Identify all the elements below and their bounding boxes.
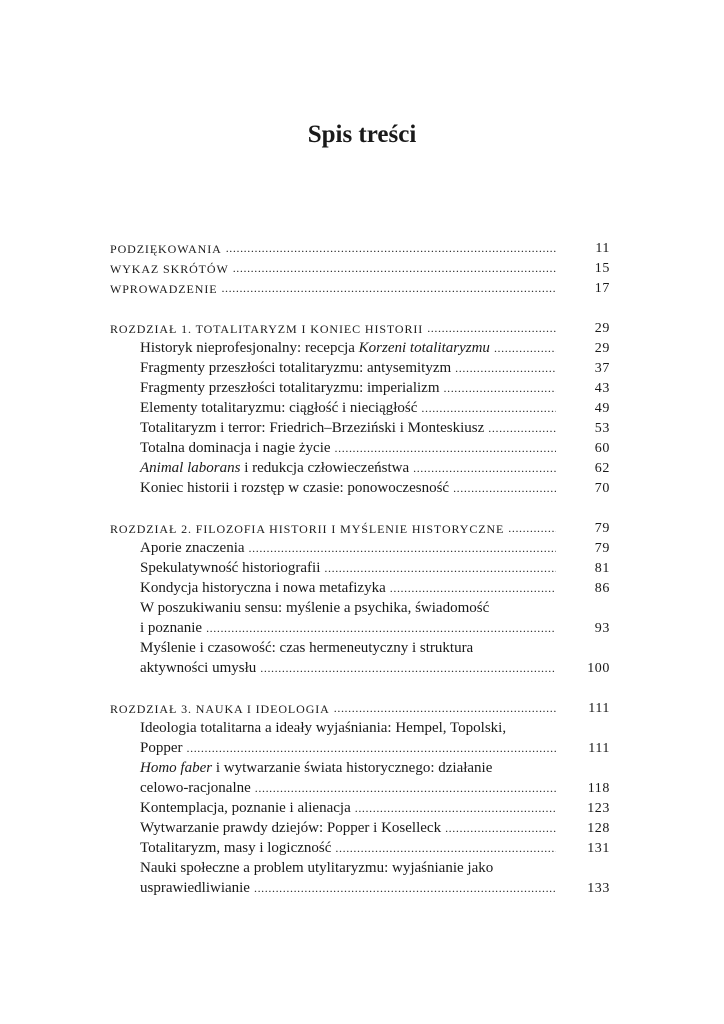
dot-leader [444, 382, 557, 397]
dot-leader [494, 342, 556, 357]
toc-page-number: 62 [594, 461, 610, 476]
toc-entry [110, 837, 610, 857]
toc-page-number: 118 [587, 781, 610, 796]
toc-entry-title: Myślenie i czasowość: czas hermeneutyczny i struktura [140, 640, 474, 656]
toc-entry [110, 417, 610, 437]
toc-entry [110, 797, 610, 817]
toc-entry-title: ROZDZIAŁ 3. NAUKA I IDEOLOGIA [110, 702, 330, 716]
toc-page-number: 123 [587, 801, 610, 816]
toc-entry-title: i poznanie [140, 620, 203, 636]
toc-entry [110, 597, 610, 617]
toc-entry-title: Totalna dominacja i nagie życie [140, 440, 331, 456]
toc-page-number: 131 [587, 841, 610, 856]
toc-entry [110, 717, 610, 737]
toc-page-number: 133 [587, 881, 610, 896]
toc-section-entry [110, 317, 610, 337]
toc-entry [110, 577, 610, 597]
toc-page-number: 15 [594, 261, 610, 276]
toc-entry-title: Homo faber i wytwarzanie świata historycznego: działanie [140, 760, 493, 776]
toc-entry [110, 817, 610, 837]
toc-section-entry [110, 517, 610, 537]
toc-entry [110, 637, 610, 657]
toc-spacer [110, 297, 610, 317]
toc-entry-title: Elementy totalitaryzmu: ciągłość i nieciągłość [140, 400, 418, 416]
dot-leader [233, 262, 556, 277]
dot-leader [445, 822, 556, 837]
toc-page-number: 111 [588, 701, 610, 716]
toc-entry-title: Spekulatywność historiografii [140, 560, 321, 576]
toc-spacer [110, 497, 610, 517]
toc-entry-italic: Animal laborans [140, 460, 241, 476]
toc-entry [110, 657, 610, 677]
toc-page-number: 53 [594, 421, 610, 436]
toc-entry-title: Nauki społeczne a problem utylitaryzmu: wyjaśnianie jako [140, 860, 494, 876]
toc-entry-title: aktywności umysłu [140, 660, 257, 676]
toc-entry-title: PODZIĘKOWANIA [110, 242, 222, 256]
toc-page-number: 49 [594, 401, 610, 416]
toc-entry-title: ROZDZIAŁ 1. TOTALITARYZM I KONIEC HISTORII [110, 322, 424, 336]
toc-entry [110, 557, 610, 577]
toc-page-number: 70 [594, 481, 610, 496]
toc-page-number: 37 [594, 361, 610, 376]
toc-page-number: 11 [595, 241, 610, 256]
toc-section-entry [110, 277, 610, 297]
toc-entry [110, 437, 610, 457]
toc-page-number: 60 [594, 441, 610, 456]
toc-page-number: 111 [588, 741, 610, 756]
dot-leader [508, 522, 556, 537]
dot-leader [249, 542, 556, 557]
dot-leader [453, 482, 556, 497]
toc-section-entry [110, 697, 610, 717]
toc-entry-title: Fragmenty przeszłości totalitaryzmu: antysemityzm [140, 360, 452, 376]
toc-entry-title: Kondycja historyczna i nowa metafizyka [140, 580, 386, 596]
toc-page-number: 93 [594, 621, 610, 636]
toc-entry-title: Aporie znaczenia [140, 540, 245, 556]
toc-entry-title: Popper [140, 740, 183, 756]
toc-page-number: 43 [594, 381, 610, 396]
toc-page-number: 100 [587, 661, 610, 676]
toc-page-number: 86 [594, 581, 610, 596]
dot-leader [455, 362, 556, 377]
toc-entry-title: Ideologia totalitarna a ideały wyjaśniania: Hempel, Topolski, [140, 720, 507, 736]
toc-entry-title: ROZDZIAŁ 2. FILOZOFIA HISTORII I MYŚLENIE HISTORYCZNE [110, 522, 505, 536]
dot-leader [413, 462, 556, 477]
toc-entry [110, 777, 610, 797]
toc-entry [110, 737, 610, 757]
toc-section-entry [110, 257, 610, 277]
toc-entry-title: celowo-racjonalne [140, 780, 251, 796]
toc-entry-title: Koniec historii i rozstęp w czasie: ponowoczesność [140, 480, 450, 496]
toc-entry-italic: Korzeni totalitaryzmu [358, 340, 490, 356]
toc-entry-title: WYKAZ SKRÓTÓW [110, 262, 229, 276]
toc-entry-title: Historyk nieprofesjonalny: recepcja Korzeni totalitaryzmu [140, 340, 490, 356]
dot-leader [221, 282, 556, 297]
toc-entry [110, 617, 610, 637]
toc-entry [110, 757, 610, 777]
toc-entry-italic: Homo faber [140, 760, 213, 776]
toc-entry-title: Totalitaryzm i terror: Friedrich–Brzeziński i Monteskiusz [140, 420, 485, 436]
toc-entry-title: Fragmenty przeszłości totalitaryzmu: imperializm [140, 380, 440, 396]
dot-leader [260, 662, 556, 677]
toc-page-number: 17 [594, 281, 610, 296]
dot-leader [187, 742, 557, 757]
dot-leader [335, 442, 556, 457]
dot-leader [335, 842, 556, 857]
toc-entry [110, 377, 610, 397]
toc-spacer [110, 677, 610, 697]
toc-page-number: 79 [594, 541, 610, 556]
dot-leader [226, 242, 556, 257]
toc-entry-title: Wytwarzanie prawdy dziejów: Popper i Koselleck [140, 820, 442, 836]
dot-leader [324, 562, 556, 577]
toc-entry [110, 397, 610, 417]
toc-page-number: 128 [587, 821, 610, 836]
toc-entry [110, 857, 610, 877]
table-of-contents [110, 237, 610, 897]
toc-entry [110, 357, 610, 377]
dot-leader [334, 702, 556, 717]
toc-entry [110, 457, 610, 477]
toc-entry-title: usprawiedliwianie [140, 880, 250, 896]
toc-entry-title: Animal laborans i redukcja człowieczeństwa [140, 460, 410, 476]
toc-section-entry [110, 237, 610, 257]
dot-leader [355, 802, 556, 817]
toc-entry-title: W poszukiwaniu sensu: myślenie a psychika, świadomość [140, 600, 490, 616]
dot-leader [255, 782, 556, 797]
toc-entry [110, 537, 610, 557]
dot-leader [421, 402, 556, 417]
toc-page-number: 29 [594, 321, 610, 336]
toc-page-number: 29 [594, 341, 610, 356]
dot-leader [206, 622, 556, 637]
toc-entry [110, 337, 610, 357]
toc-entry-title: Kontemplacja, poznanie i alienacja [140, 800, 351, 816]
dot-leader [254, 882, 556, 897]
page-title: Spis treści [307, 121, 417, 148]
dot-leader [390, 582, 556, 597]
toc-entry-title: Totalitaryzm, masy i logiczność [140, 840, 332, 856]
toc-page-number: 79 [594, 521, 610, 536]
toc-page-number: 81 [594, 561, 610, 576]
dot-leader [488, 422, 556, 437]
toc-entry [110, 877, 610, 897]
dot-leader [427, 322, 556, 337]
toc-entry [110, 477, 610, 497]
toc-entry-title: WPROWADZENIE [110, 282, 218, 296]
